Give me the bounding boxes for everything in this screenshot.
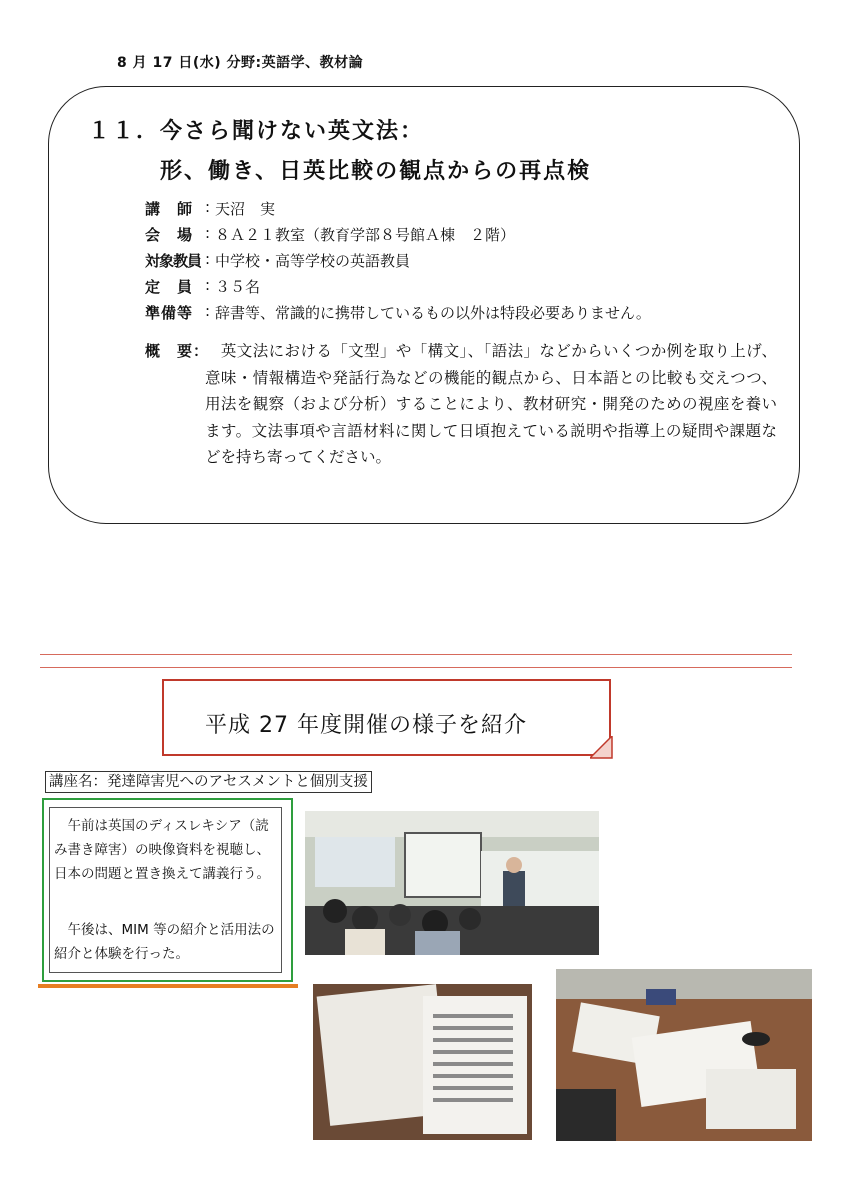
detail-label: 準備等 bbox=[145, 304, 194, 322]
divider-line bbox=[40, 667, 792, 668]
detail-row-capacity: 定 員 : ３５名 bbox=[145, 276, 261, 296]
detail-row-venue: 会 場 : ８Ａ２１教室（教育学部８号館Ａ棟 ２階） bbox=[145, 224, 516, 244]
handouts-photo bbox=[313, 984, 532, 1140]
page-curl-icon bbox=[590, 736, 614, 760]
report-paragraph-afternoon: 午後は、MIM 等の紹介と活用法の紹介と体験を行った。 bbox=[54, 922, 275, 962]
detail-label: 対象教員 bbox=[145, 252, 202, 270]
detail-row-preparation: 準備等 : 辞書等、常識的に携帯しているもの以外は特段必要ありません。 bbox=[145, 302, 651, 322]
lecture-photo bbox=[305, 811, 599, 955]
detail-value: ３５名 bbox=[215, 278, 261, 296]
course-title: １１．今さら聞けない英文法： bbox=[88, 119, 425, 144]
accent-bar bbox=[38, 984, 298, 988]
banner-title: 平成 27 年度開催の様子を紹介 bbox=[205, 713, 527, 738]
detail-label: 会 場 bbox=[145, 226, 194, 244]
detail-row-target: 対象教員 : 中学校・高等学校の英語教員 bbox=[145, 250, 411, 270]
date-field-header: 8 月 17 日(水) 分野:英語学、教材論 bbox=[117, 55, 364, 71]
detail-row-instructor: 講 師 : 天沼 実 bbox=[145, 198, 276, 218]
detail-value: 中学校・高等学校の英語教員 bbox=[215, 252, 411, 270]
course-subtitle: 形、働き、日英比較の観点からの再点検 bbox=[160, 159, 592, 184]
detail-label: 定 員 bbox=[145, 278, 194, 296]
worksheet-activity-photo bbox=[556, 969, 812, 1141]
report-paragraph-morning: 午前は英国のディスレキシア（読み書き障害）の映像資料を視聴し、日本の問題と置き換えて講義行う。 bbox=[54, 818, 270, 882]
course-name-label: 講座名：発達障害児へのアセスメントと個別支援 bbox=[45, 771, 372, 793]
detail-value: 天沼 実 bbox=[215, 200, 276, 218]
detail-value: ８Ａ２１教室（教育学部８号館Ａ棟 ２階） bbox=[215, 226, 516, 244]
summary-text: 英文法における「文型」や「構文」、「語法」などからいくつか例を取り上げ、意味・情報構造や発話行為などの機能的観点から、日本語との比較も交えつつ、用法を観察（および分析）することにより、教材研究・開発のための視座を養います。文法事項や言語材料に関して日頃抱えている説明や指導上の疑問や課題などを持ち寄ってください。 bbox=[205, 342, 777, 466]
detail-label: 講 師 bbox=[145, 200, 194, 218]
detail-value: 辞書等、常識的に携帯しているもの以外は特段必要ありません。 bbox=[215, 304, 651, 322]
summary-label: 概 要： bbox=[145, 342, 210, 360]
divider-line bbox=[40, 654, 792, 655]
